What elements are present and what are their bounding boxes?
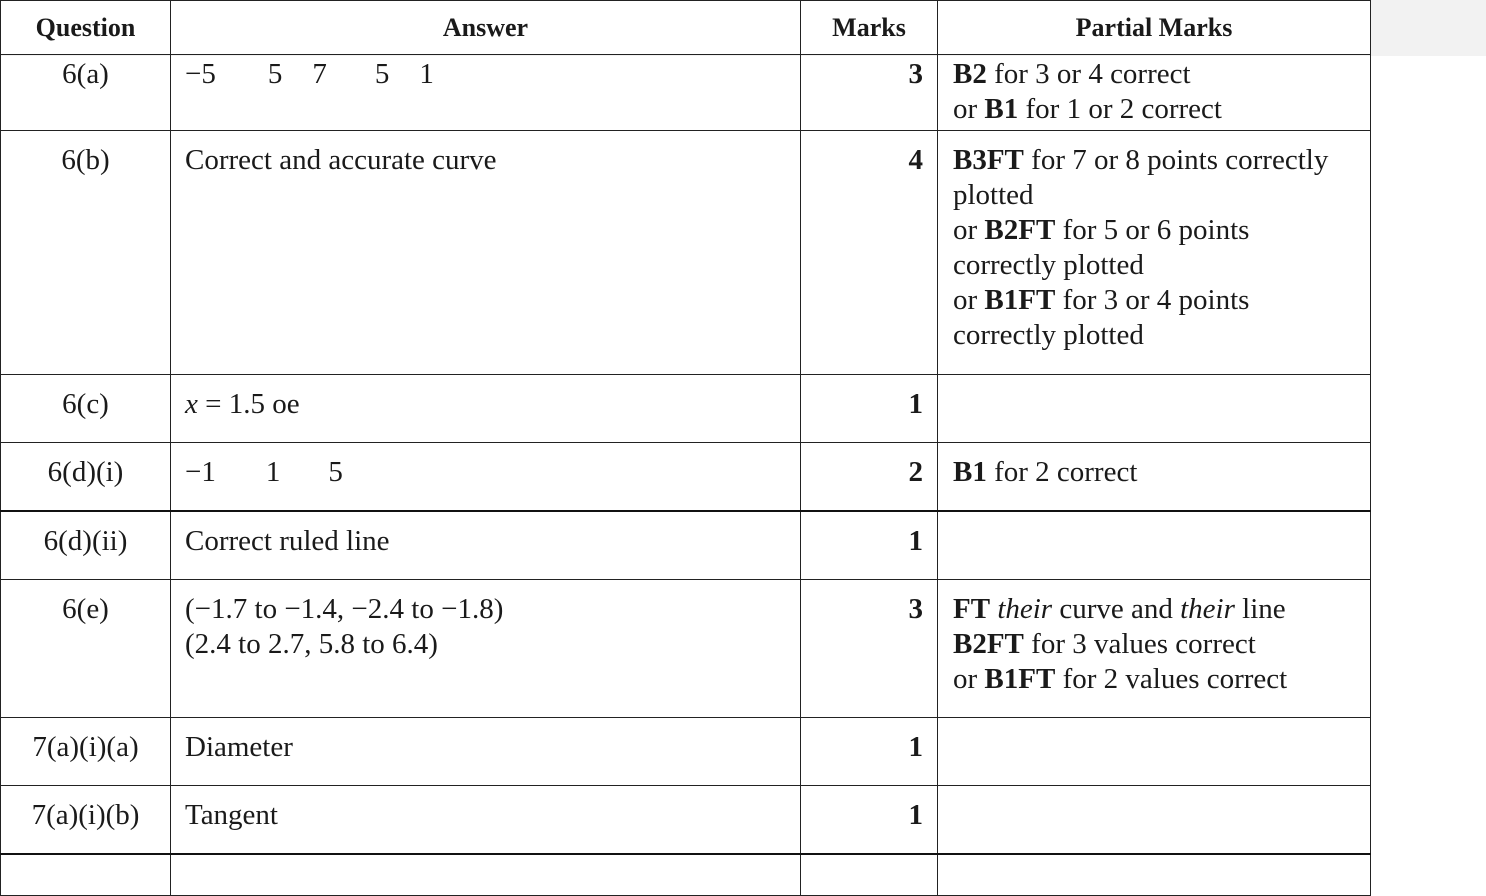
table-row — [1, 131, 1371, 375]
table-row — [1, 511, 1371, 580]
answer-value: 5 — [328, 456, 343, 488]
answer-value: −5 — [185, 58, 216, 90]
answer-cell: (−1.7 to −1.4, −2.4 to −1.8) (2.4 to 2.7, 5.8 to 6.4) — [171, 580, 801, 718]
answer-value: −1 — [185, 456, 216, 488]
table-row — [1, 443, 1371, 512]
answer-cell: x = 1.5 oe — [171, 375, 801, 443]
table-row — [1, 375, 1371, 443]
partial-marks-cell: B1 for 2 correct — [938, 443, 1371, 512]
question-cell: 6(e) — [1, 580, 171, 718]
answer-cell — [171, 55, 801, 131]
table-row — [1, 580, 1371, 718]
answer-cell: Diameter — [171, 718, 801, 786]
partial-marks-column-header: Partial Marks — [938, 1, 1371, 55]
partial-marks-cell: B3FT for 7 or 8 points correctly plotted or B2FT for 5 or 6 points correctly plotted or B1FT for 3 or 4 points correctly plotted — [938, 131, 1371, 375]
question-cell: 6(a) — [1, 55, 171, 131]
question-cell: 7(a)(i)(b) — [1, 786, 171, 855]
answer-value: 1 — [419, 58, 434, 90]
partial-marks-cell — [938, 854, 1371, 896]
question-cell: 6(d)(ii) — [1, 511, 171, 580]
partial-marks-cell — [938, 786, 1371, 855]
answer-value: 5 — [267, 58, 283, 90]
table-row — [1, 55, 1371, 131]
marks-column-header: Marks — [801, 1, 938, 55]
answer-cell: Correct and accurate curve — [171, 131, 801, 375]
question-cell: 6(c) — [1, 375, 171, 443]
partial-marks-cell: FT their curve and their line B2FT for 3 values correct or B1FT for 2 values correct — [938, 580, 1371, 718]
table-row — [1, 786, 1371, 855]
marks-cell: 1 — [801, 511, 938, 580]
marks-cell: 3 — [801, 55, 938, 131]
question-column-header: Question — [1, 1, 171, 55]
partial-marks-cell: B2 for 3 or 4 correct or B1 for 1 or 2 correct — [938, 55, 1371, 131]
marks-cell: 3 — [801, 580, 938, 718]
question-cell: 6(d)(i) — [1, 443, 171, 512]
question-cell — [1, 854, 171, 896]
answer-cell — [171, 443, 801, 512]
table-row — [1, 718, 1371, 786]
marks-cell: 1 — [801, 375, 938, 443]
table-header-row — [1, 1, 1371, 55]
marks-cell: 1 — [801, 718, 938, 786]
question-cell: 7(a)(i)(a) — [1, 718, 171, 786]
answer-cell — [171, 854, 801, 896]
marks-cell: 2 — [801, 443, 938, 512]
partial-marks-cell — [938, 511, 1371, 580]
answer-cell: Tangent — [171, 786, 801, 855]
answer-cell: Correct ruled line — [171, 511, 801, 580]
answer-value: 5 — [374, 58, 390, 90]
marks-cell — [801, 854, 938, 896]
answer-value: 1 — [265, 456, 281, 488]
answer-column-header: Answer — [171, 1, 801, 55]
question-cell: 6(b) — [1, 131, 171, 375]
marks-cell: 4 — [801, 131, 938, 375]
partial-marks-cell — [938, 375, 1371, 443]
answer-value: 7 — [312, 58, 327, 90]
marks-cell: 1 — [801, 786, 938, 855]
partial-marks-cell — [938, 718, 1371, 786]
table-row — [1, 854, 1371, 896]
